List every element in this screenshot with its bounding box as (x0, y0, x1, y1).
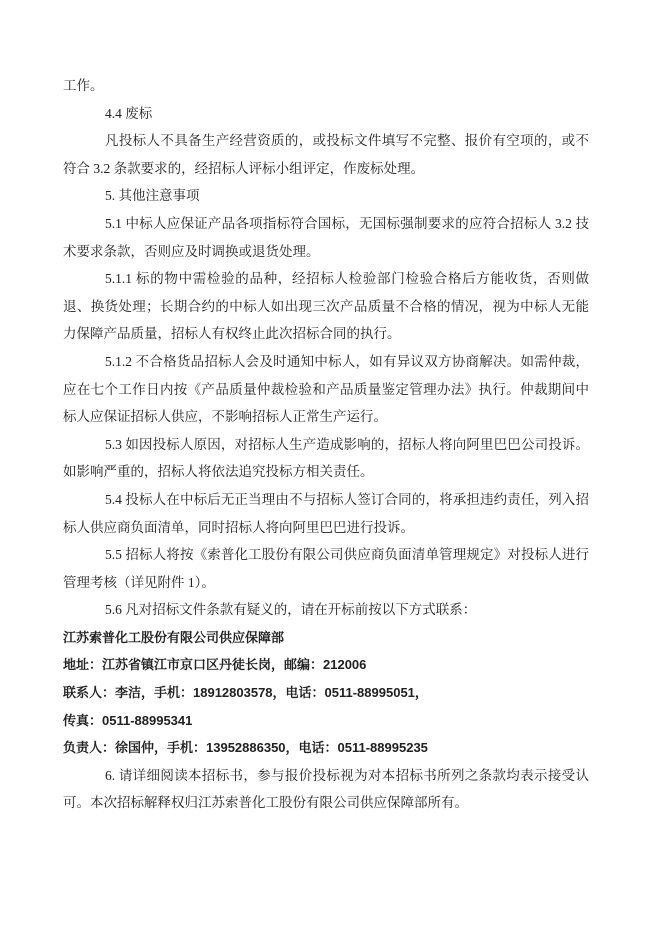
contact-manager: 负责人：徐国仲，手机：13952886350，电话：0511-88995235 (63, 740, 428, 756)
contact-fax: 传真：0511-88995341 (63, 712, 193, 728)
paragraph-continuation: 工作。 (63, 78, 104, 93)
contact-department: 江苏索普化工股份有限公司供应保障部 (63, 629, 285, 645)
clause-5-1-1: 5.1.1 标的物中需检验的品种，经招标人检验部门检验合格后方能收货，否则做退、换货处理；长期合约的中标人如出现三次产品质量不合格的情况，视为中标人无能力保障产品质量，招标人有权终止此次招标合同的执行。 (63, 271, 589, 342)
clause-5-1: 5.1 中标人应保证产品各项指标符合国标，无国标强制要求的应符合招标人 3.2 技术要求条款，否则应及时调换或退货处理。 (63, 215, 589, 259)
section-5-heading: 5. 其他注意事项 (105, 188, 200, 204)
contact-person: 联系人：李洁，手机：18912803578，电话：0511-88995051， (63, 685, 428, 701)
clause-5-3: 5.3 如因投标人原因，对招标人生产造成影响的，招标人将向阿里巴巴公司投诉。如影响严重的，招标人将依法追究投标方相关责任。 (63, 436, 589, 480)
clause-5-1-2: 5.1.2 不合格货品招标人会及时通知中标人，如有异议双方协商解决。如需仲裁，应在七个工作日内按《产品质量仲裁检验和产品质量鉴定管理办法》执行。仲裁期间中标人应保证招标人供应，不影响招标人正常生产运行。 (63, 353, 589, 425)
void-bid-clause: 凡投标人不具备生产经营资质的，或投标文件填写不完整、报价有空项的，或不符合 3.2 条款要求的，经招标人评标小组评定，作废标处理。 (63, 133, 589, 176)
clause-5-4: 5.4 投标人在中标后无正当理由不与招标人签订合同的，将承担违约责任，列入招标人供应商负面清单，同时招标人将向阿里巴巴进行投诉。 (63, 491, 589, 535)
contact-address: 地址：江苏省镇江市京口区丹徒长岗，邮编：212006 (63, 657, 367, 673)
clause-6: 6. 请详细阅读本招标书，参与报价投标视为对本招标书所列之条款均表示接受认可。本次招标解释权归江苏索普化工股份有限公司供应保障部所有。 (63, 767, 589, 811)
clause-5-6: 5.6 凡对招标文件条款有疑义的，请在开标前按以下方式联系： (105, 602, 477, 618)
clause-5-5: 5.5 招标人将按《索普化工股份有限公司供应商负面清单管理规定》对投标人进行管理考核（详见附件 1）。 (63, 547, 589, 590)
section-4-4-heading: 4.4 废标 (105, 105, 153, 121)
